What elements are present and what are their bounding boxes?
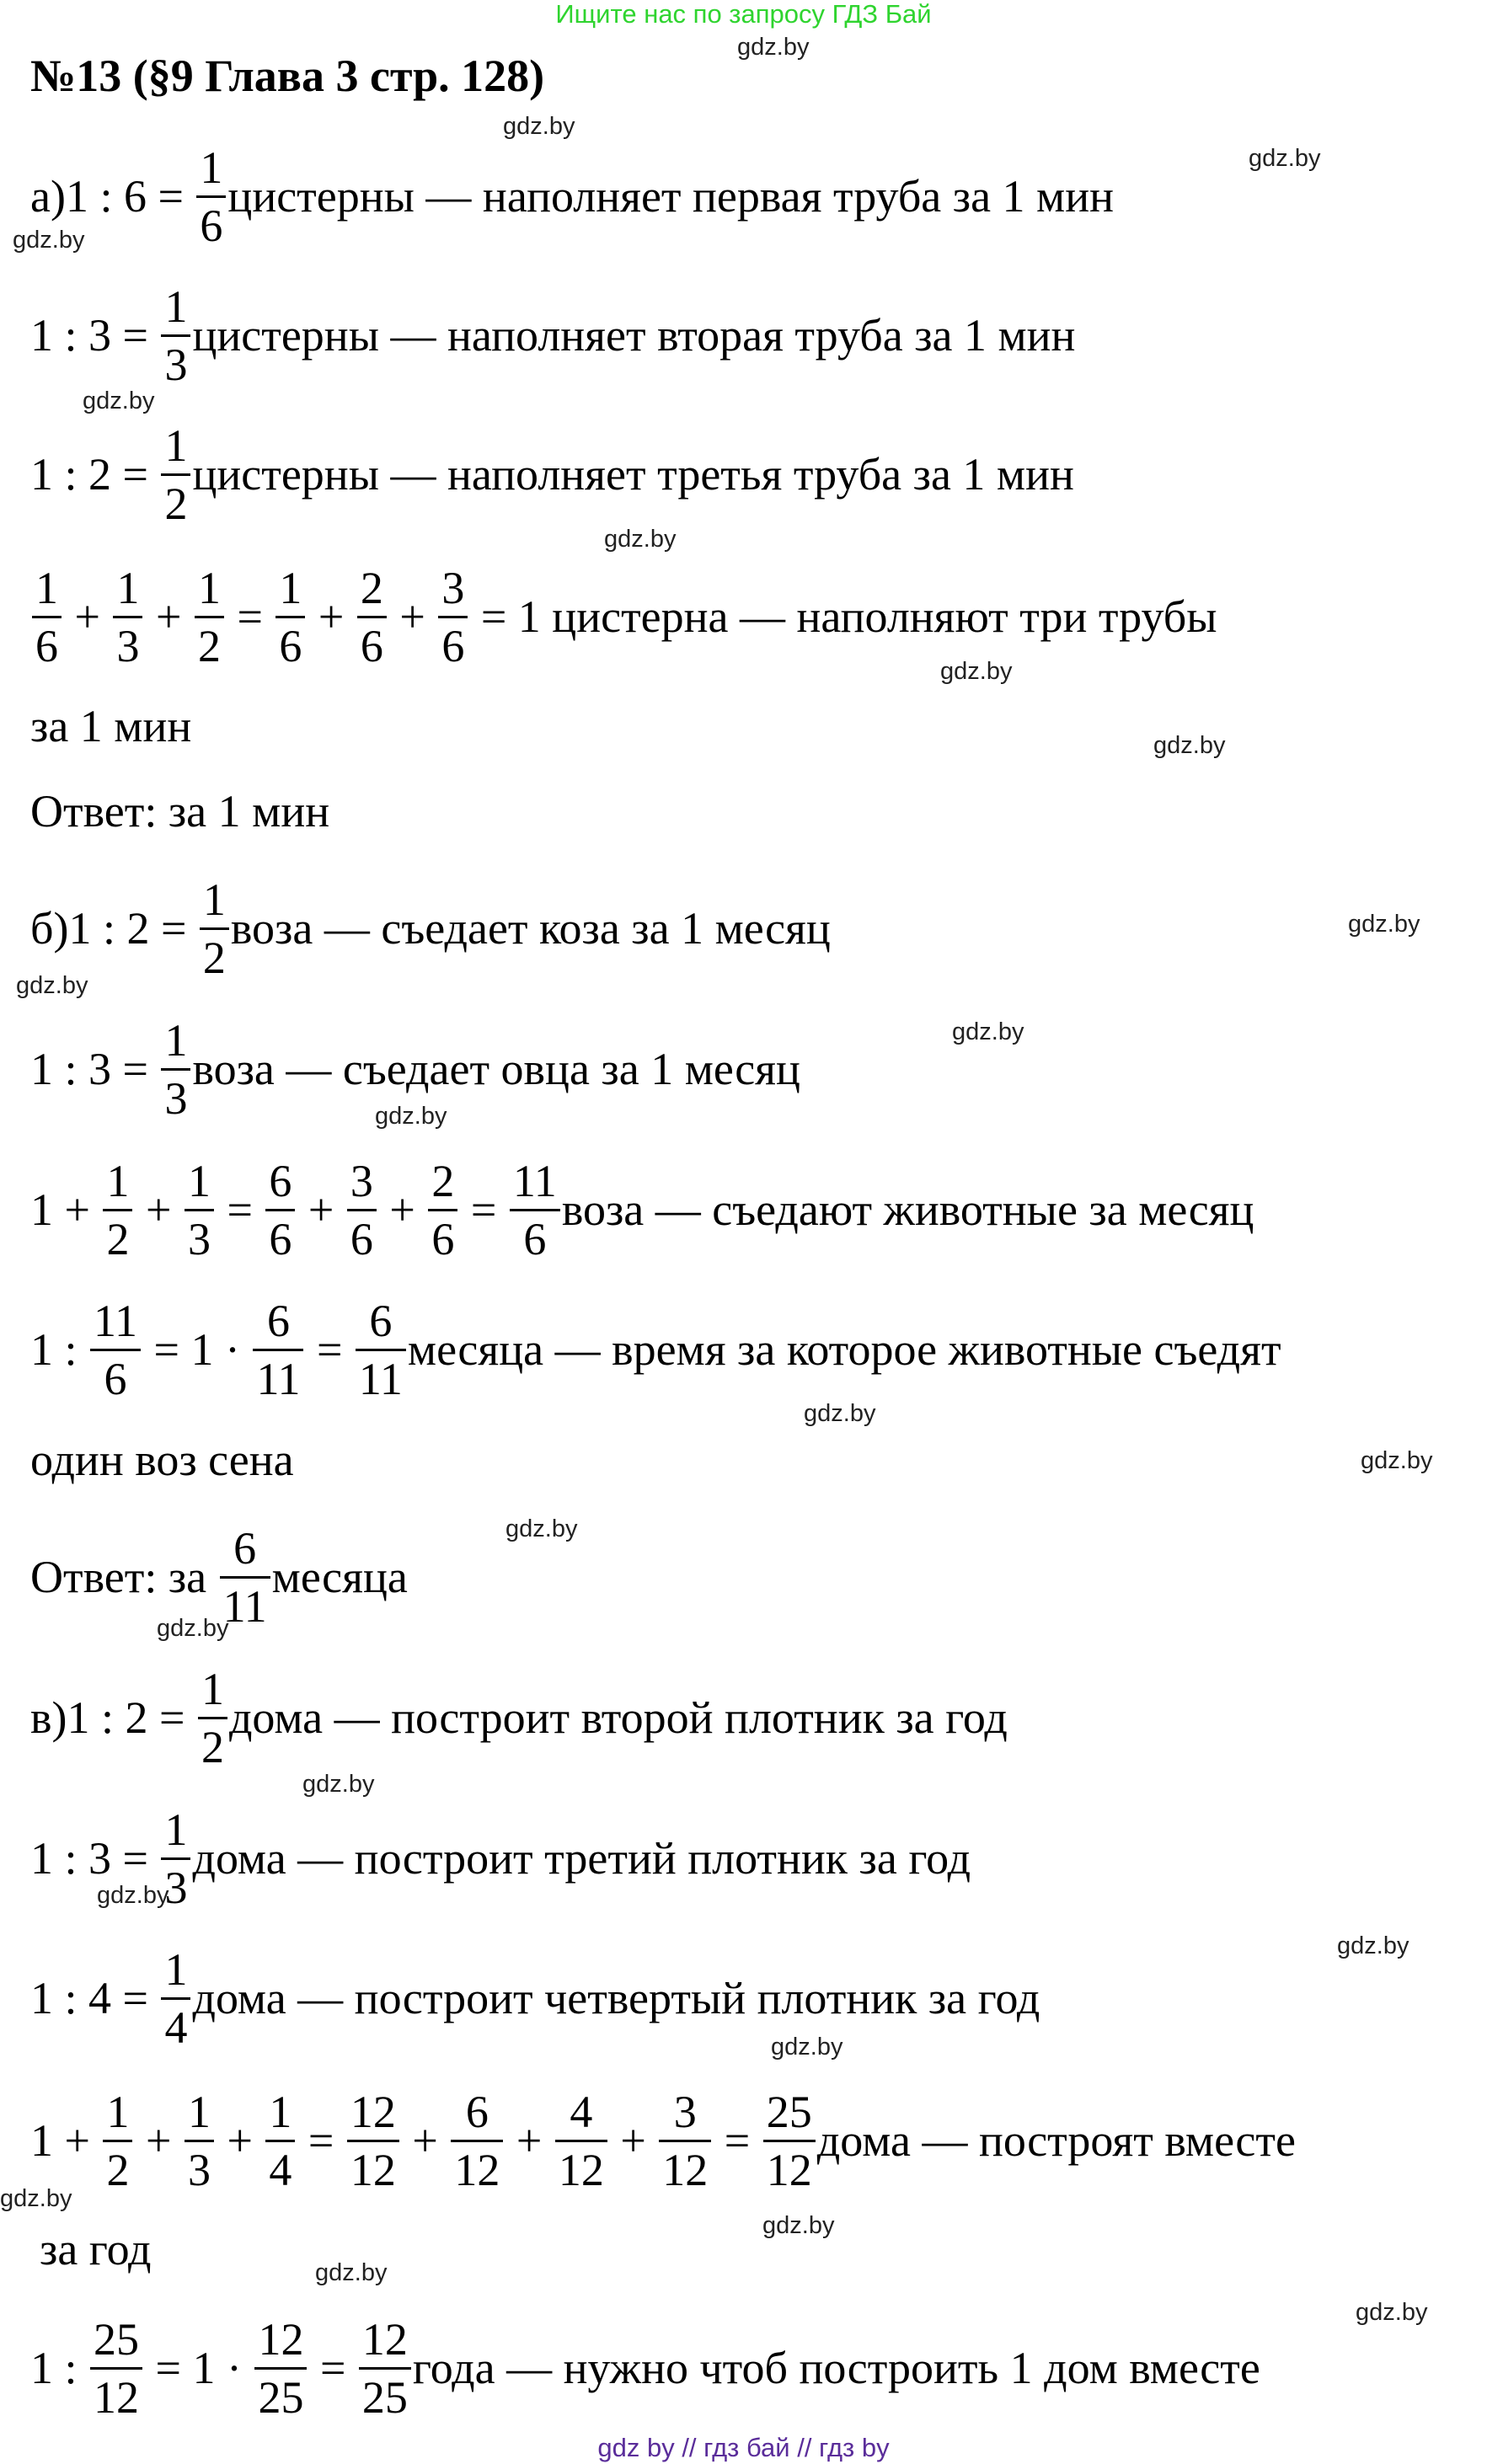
fraction bbox=[357, 562, 387, 672]
numerator: 12 bbox=[361, 2313, 408, 2365]
watermark: gdz.by bbox=[13, 227, 85, 254]
watermark: gdz.by bbox=[157, 1615, 229, 1642]
numerator: 12 bbox=[258, 2313, 304, 2365]
watermark: gdz.by bbox=[604, 526, 677, 553]
numerator: 3 bbox=[673, 2086, 697, 2137]
fraction-bar bbox=[347, 2140, 399, 2142]
denominator: 3 bbox=[187, 1213, 211, 1264]
fraction-bar bbox=[659, 2140, 711, 2142]
fraction bbox=[347, 2086, 399, 2196]
fraction-bar bbox=[90, 1349, 141, 1351]
fraction bbox=[265, 2086, 295, 2196]
numerator: 1 bbox=[164, 1014, 188, 1066]
fraction-bar bbox=[161, 1068, 190, 1071]
line-text: дома — построит третий плотник за год bbox=[192, 1833, 971, 1884]
watermark: gdz.by bbox=[302, 1771, 375, 1798]
numerator: 1 bbox=[106, 1155, 130, 1206]
line-text: + bbox=[608, 2115, 658, 2166]
numerator: 1 bbox=[116, 562, 140, 613]
fraction bbox=[438, 562, 468, 672]
numerator: 12 bbox=[350, 2086, 396, 2137]
fraction-bar bbox=[356, 1349, 406, 1351]
line-text: + bbox=[215, 2115, 265, 2166]
fraction-bar bbox=[510, 1209, 560, 1211]
denominator: 11 bbox=[256, 1353, 301, 1404]
line-text: воза — съедают животные за месяц bbox=[561, 1184, 1254, 1235]
line-text: 1 + bbox=[30, 1184, 102, 1235]
numerator: 2 bbox=[431, 1155, 455, 1206]
line-text: 1 + bbox=[30, 2115, 102, 2166]
line-text: месяца — время за которое животные съедят bbox=[407, 1324, 1281, 1375]
fraction bbox=[510, 1155, 560, 1265]
fraction bbox=[185, 1155, 214, 1265]
fraction-bar bbox=[555, 2140, 607, 2142]
denominator: 25 bbox=[258, 2371, 304, 2423]
watermark: gdz.by bbox=[1361, 1447, 1433, 1474]
numerator: 6 bbox=[465, 2086, 489, 2137]
fraction-bar bbox=[763, 2140, 816, 2142]
watermark: gdz.by bbox=[737, 34, 810, 61]
line-text: за 1 мин bbox=[30, 701, 192, 751]
line-text: цистерны — наполняет третья труба за 1 мин bbox=[192, 449, 1074, 500]
denominator: 2 bbox=[106, 2144, 130, 2195]
denominator: 6 bbox=[104, 1353, 127, 1404]
search-banner[interactable]: Ищите нас по запросу ГДЗ Бай bbox=[555, 0, 932, 29]
fraction bbox=[347, 1155, 377, 1265]
line-text: 1 : bbox=[30, 1324, 89, 1375]
denominator: 12 bbox=[454, 2144, 500, 2195]
line-text: 1 : bbox=[30, 2343, 89, 2393]
watermark: gdz.by bbox=[1348, 911, 1420, 938]
fraction-bar bbox=[220, 1576, 270, 1579]
line-text: = 1 · bbox=[142, 1324, 252, 1375]
line-text: 1 : 3 = bbox=[30, 1833, 160, 1884]
numerator: 1 bbox=[35, 562, 58, 613]
denominator: 3 bbox=[164, 339, 188, 390]
denominator: 12 bbox=[662, 2144, 709, 2195]
denominator: 6 bbox=[441, 620, 465, 671]
watermark: gdz.by bbox=[97, 1882, 169, 1909]
denominator: 6 bbox=[200, 200, 223, 251]
fraction bbox=[113, 562, 142, 672]
watermark: gdz.by bbox=[505, 1515, 578, 1542]
watermark: gdz.by bbox=[804, 1400, 876, 1427]
fraction-bar bbox=[254, 2367, 307, 2370]
fraction-bar bbox=[161, 334, 190, 337]
denominator: 12 bbox=[766, 2144, 812, 2195]
fraction-bar bbox=[265, 1209, 295, 1211]
numerator: 1 bbox=[200, 142, 223, 193]
numerator: 1 bbox=[106, 2086, 130, 2137]
fraction-bar bbox=[198, 1717, 227, 1719]
fraction-bar bbox=[195, 616, 224, 618]
fraction bbox=[161, 281, 190, 391]
line-text: в)1 : 2 = bbox=[30, 1692, 196, 1743]
denominator: 4 bbox=[269, 2144, 292, 2195]
line-text: один воз сена bbox=[30, 1435, 294, 1485]
denominator: 6 bbox=[35, 620, 58, 671]
line-text: = bbox=[308, 2343, 357, 2393]
line-text: воза — съедает коза за 1 месяц bbox=[230, 903, 831, 954]
fraction-bar bbox=[253, 1349, 303, 1351]
page-title: №13 (§9 Глава 3 стр. 128) bbox=[30, 51, 545, 101]
line-text: цистерны — наполняет первая труба за 1 мин bbox=[227, 171, 1115, 222]
watermark: gdz.by bbox=[0, 2185, 72, 2212]
fraction bbox=[555, 2086, 607, 2196]
line-text: = bbox=[305, 1324, 354, 1375]
fraction-bar bbox=[200, 927, 229, 930]
denominator: 3 bbox=[187, 2144, 211, 2195]
fraction-bar bbox=[275, 616, 305, 618]
denominator: 6 bbox=[523, 1213, 547, 1264]
fraction-bar bbox=[161, 1997, 190, 2000]
watermark: gdz.by bbox=[771, 2034, 843, 2060]
fraction-bar bbox=[103, 2140, 132, 2142]
denominator: 6 bbox=[279, 620, 302, 671]
fraction-bar bbox=[113, 616, 142, 618]
numerator: 1 bbox=[202, 874, 226, 925]
denominator: 2 bbox=[202, 932, 226, 983]
fraction bbox=[198, 1663, 227, 1773]
denominator: 25 bbox=[361, 2371, 408, 2423]
denominator: 3 bbox=[164, 1862, 188, 1913]
line-text: + bbox=[400, 2115, 450, 2166]
fraction bbox=[254, 2313, 307, 2424]
watermark: gdz.by bbox=[16, 972, 88, 999]
fraction bbox=[196, 142, 226, 252]
fraction-bar bbox=[161, 1857, 190, 1860]
fraction-bar bbox=[90, 2367, 142, 2370]
line-text: = bbox=[225, 591, 275, 642]
numerator: 1 bbox=[164, 420, 188, 471]
line-text: = bbox=[713, 2115, 762, 2166]
watermark: gdz.by bbox=[1356, 2299, 1428, 2326]
fraction bbox=[161, 1943, 190, 2054]
line-text: + bbox=[388, 591, 437, 642]
numerator: 25 bbox=[94, 2313, 140, 2365]
line-text: + bbox=[377, 1184, 427, 1235]
numerator: 4 bbox=[570, 2086, 593, 2137]
watermark: gdz.by bbox=[952, 1018, 1024, 1045]
watermark: gdz.by bbox=[83, 388, 155, 414]
denominator: 2 bbox=[106, 1213, 130, 1264]
fraction bbox=[356, 1295, 406, 1405]
fraction-bar bbox=[161, 473, 190, 476]
denominator: 12 bbox=[350, 2144, 396, 2195]
watermark: gdz.by bbox=[315, 2259, 388, 2286]
denominator: 6 bbox=[269, 1213, 292, 1264]
denominator: 6 bbox=[360, 620, 383, 671]
numerator: 1 bbox=[164, 281, 188, 332]
fraction-bar bbox=[451, 2140, 503, 2142]
fraction bbox=[275, 562, 305, 672]
denominator: 6 bbox=[431, 1213, 455, 1264]
watermark: gdz.by bbox=[1249, 145, 1321, 172]
line-text: воза — съедает овца за 1 месяц bbox=[192, 1044, 800, 1094]
fraction bbox=[763, 2086, 816, 2196]
denominator: 12 bbox=[94, 2371, 140, 2423]
watermark: gdz.by bbox=[1153, 732, 1226, 759]
fraction bbox=[200, 874, 229, 984]
fraction-bar bbox=[265, 2140, 295, 2142]
fraction bbox=[32, 562, 62, 672]
fraction bbox=[195, 562, 224, 672]
numerator: 6 bbox=[233, 1522, 257, 1574]
numerator: 1 bbox=[164, 1804, 188, 1855]
fraction bbox=[265, 1155, 295, 1265]
line-text: дома — построит четвертый плотник за год bbox=[192, 1973, 1040, 2023]
fraction bbox=[103, 1155, 132, 1265]
denominator: 6 bbox=[350, 1213, 373, 1264]
line-text: дома — построит второй плотник за год bbox=[228, 1692, 1008, 1743]
line-text: + bbox=[505, 2115, 554, 2166]
fraction bbox=[161, 420, 190, 530]
denominator: 2 bbox=[201, 1721, 224, 1772]
line-text: + bbox=[63, 591, 112, 642]
numerator: 3 bbox=[441, 562, 465, 613]
line-text: = 1 цистерна — наполняют три трубы bbox=[469, 591, 1217, 642]
line-text: 1 : 2 = bbox=[30, 449, 160, 500]
line-text: = bbox=[215, 1184, 265, 1235]
fraction bbox=[161, 1014, 190, 1125]
fraction bbox=[90, 1295, 141, 1405]
numerator: 1 bbox=[279, 562, 302, 613]
line-text: + bbox=[144, 591, 193, 642]
fraction-bar bbox=[185, 2140, 214, 2142]
fraction-bar bbox=[359, 2367, 411, 2370]
denominator: 11 bbox=[358, 1353, 403, 1404]
fraction bbox=[90, 2313, 142, 2424]
watermark: gdz.by bbox=[762, 2212, 835, 2239]
fraction-bar bbox=[196, 195, 226, 198]
numerator: 6 bbox=[369, 1295, 393, 1346]
fraction-bar bbox=[438, 616, 468, 618]
numerator: 1 bbox=[269, 2086, 292, 2137]
line-text: 1 : 3 = bbox=[30, 310, 160, 361]
numerator: 11 bbox=[512, 1155, 557, 1206]
fraction-bar bbox=[357, 616, 387, 618]
numerator: 3 bbox=[350, 1155, 373, 1206]
line-text: = bbox=[459, 1184, 508, 1235]
line-text: месяца bbox=[271, 1552, 408, 1602]
line-text: Ответ: за bbox=[30, 1552, 218, 1602]
line-text: цистерны — наполняет вторая труба за 1 мин bbox=[192, 310, 1076, 361]
line-text: = bbox=[297, 2115, 345, 2166]
line-text: = 1 · bbox=[144, 2343, 254, 2393]
denominator: 2 bbox=[197, 620, 221, 671]
fraction bbox=[451, 2086, 503, 2196]
numerator: 1 bbox=[164, 1943, 188, 1995]
fraction bbox=[359, 2313, 411, 2424]
fraction bbox=[103, 2086, 132, 2196]
denominator: 3 bbox=[164, 1072, 188, 1124]
fraction-bar bbox=[103, 1209, 132, 1211]
numerator: 2 bbox=[360, 562, 383, 613]
numerator: 1 bbox=[187, 1155, 211, 1206]
line-text: + bbox=[134, 2115, 183, 2166]
fraction bbox=[185, 2086, 214, 2196]
line-text: 1 : 4 = bbox=[30, 1973, 160, 2023]
fraction-bar bbox=[428, 1209, 457, 1211]
line-text: Ответ: за 1 мин bbox=[30, 786, 330, 836]
denominator: 12 bbox=[558, 2144, 604, 2195]
fraction bbox=[659, 2086, 711, 2196]
denominator: 4 bbox=[164, 2002, 188, 2053]
line-text: за год bbox=[40, 2224, 152, 2274]
numerator: 11 bbox=[94, 1295, 138, 1346]
numerator: 1 bbox=[201, 1663, 224, 1714]
fraction-bar bbox=[185, 1209, 214, 1211]
numerator: 1 bbox=[187, 2086, 211, 2137]
fraction bbox=[253, 1295, 303, 1405]
watermark: gdz.by bbox=[503, 113, 575, 140]
fraction bbox=[428, 1155, 457, 1265]
watermark: gdz.by bbox=[1337, 1932, 1409, 1959]
fraction-bar bbox=[347, 1209, 377, 1211]
line-text: б)1 : 2 = bbox=[30, 903, 198, 954]
line-text: + bbox=[307, 591, 356, 642]
denominator: 11 bbox=[222, 1580, 267, 1632]
watermark: gdz.by bbox=[940, 658, 1013, 685]
line-text: + bbox=[134, 1184, 183, 1235]
numerator: 6 bbox=[266, 1295, 290, 1346]
line-text: + bbox=[297, 1184, 345, 1235]
denominator: 2 bbox=[164, 478, 188, 529]
numerator: 6 bbox=[269, 1155, 292, 1206]
line-text: 1 : 3 = bbox=[30, 1044, 160, 1094]
line-text: года — нужно чтоб построить 1 дом вместе bbox=[412, 2343, 1260, 2393]
numerator: 25 bbox=[766, 2086, 812, 2137]
fraction-bar bbox=[32, 616, 62, 618]
watermark: gdz.by bbox=[375, 1103, 447, 1130]
numerator: 1 bbox=[197, 562, 221, 613]
footer-links[interactable]: gdz by // гдз бай // гдз by bbox=[597, 2433, 890, 2462]
line-text: дома — построят вместе bbox=[816, 2115, 1296, 2166]
denominator: 3 bbox=[116, 620, 140, 671]
line-text: а)1 : 6 = bbox=[30, 171, 195, 222]
